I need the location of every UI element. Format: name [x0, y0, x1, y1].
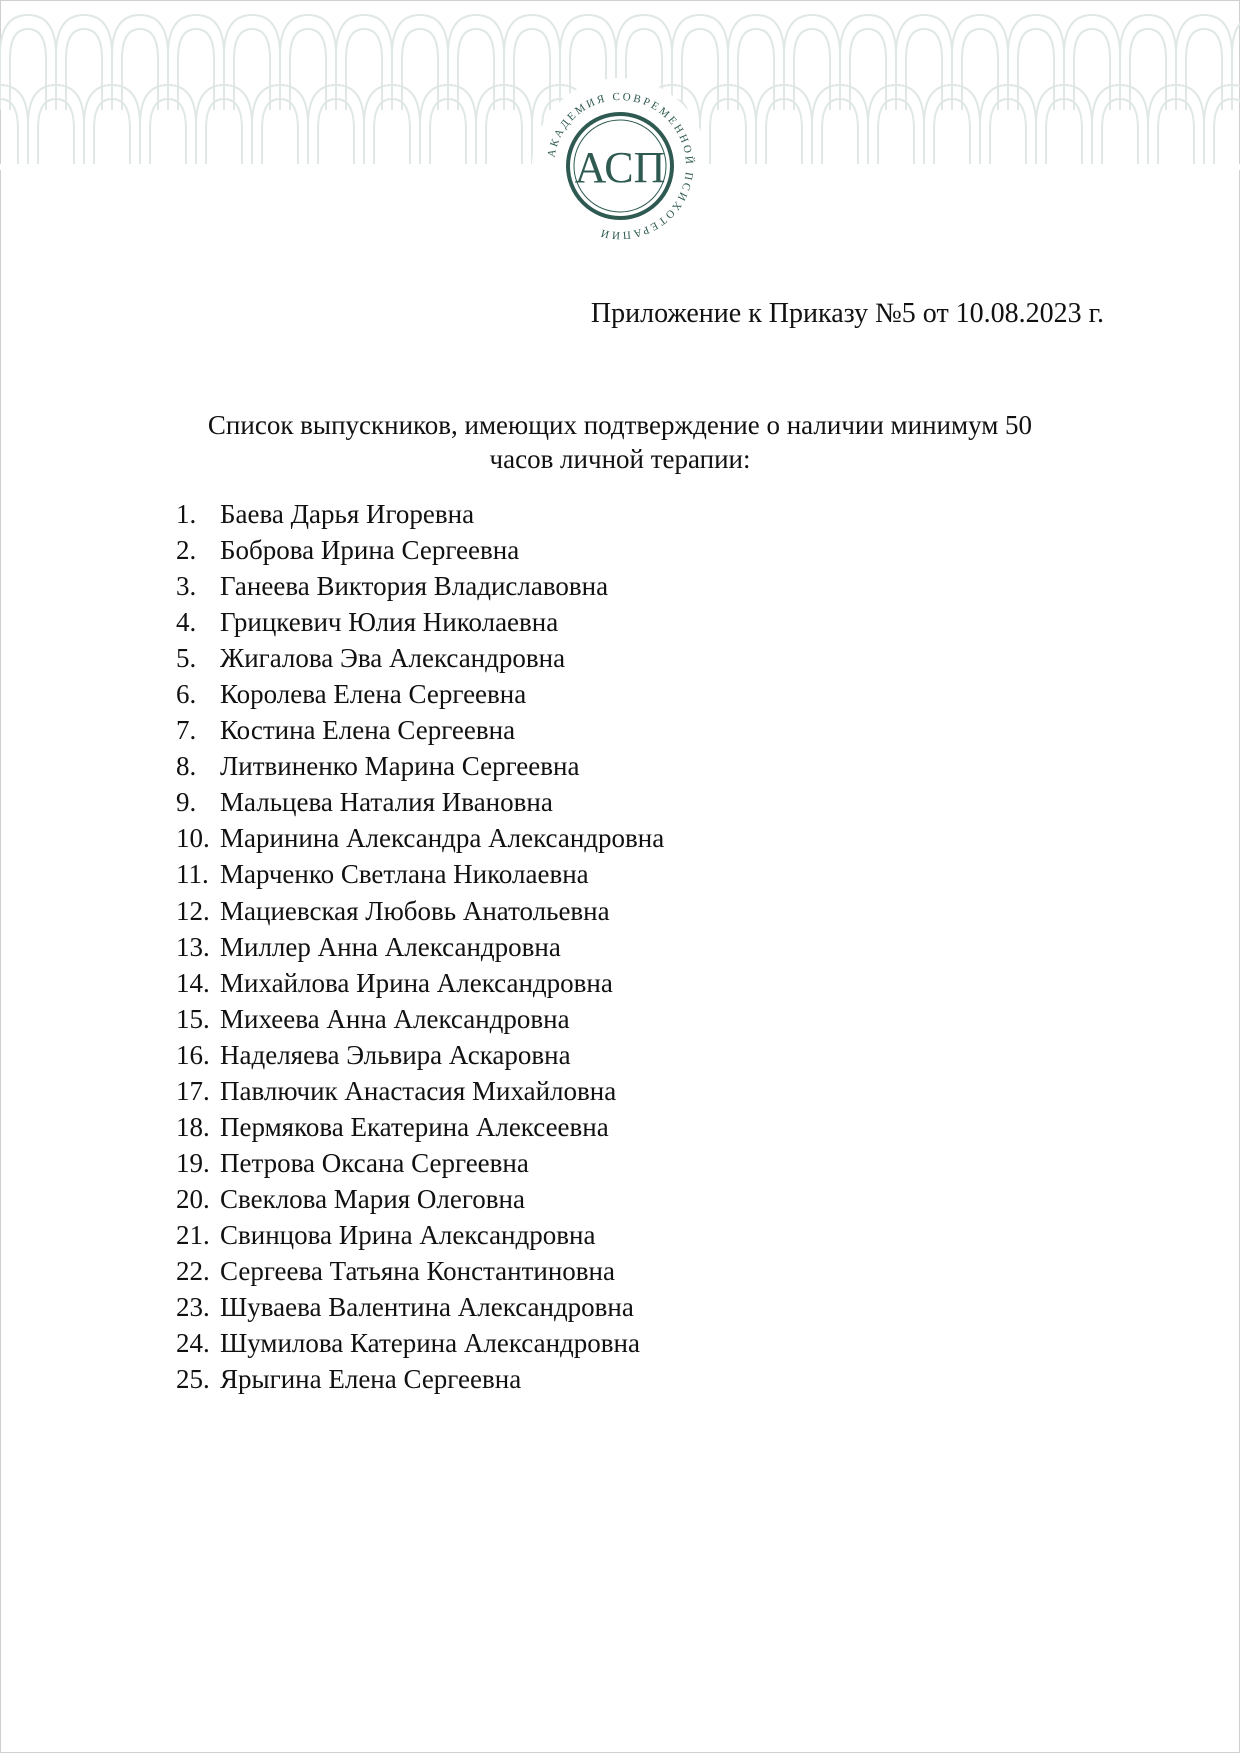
- academy-logo-seal: [530, 76, 710, 256]
- list-item: 15. Михеева Анна Александровна: [176, 1003, 570, 1034]
- list-title-line1: Список выпускников, имеющих подтверждение о наличии минимум 50: [207, 410, 1033, 440]
- list-item: 8. Литвиненко Марина Сергеевна: [176, 751, 580, 782]
- list-item: 23. Шуваева Валентина Александровна: [176, 1292, 634, 1323]
- list-item: 4. Грицкевич Юлия Николаевна: [176, 607, 559, 638]
- list-item: 10. Маринина Александра Александровна: [176, 823, 665, 854]
- list-title: [120, 408, 1120, 476]
- list-item: 1. Баева Дарья Игоревна: [176, 499, 475, 529]
- graduates-list: [176, 496, 664, 1397]
- logo-ring-text: АКАДЕМИЯ СОВРЕМЕННОЙ ПСИХОТЕРАПИИ: [545, 90, 696, 242]
- list-item: 2. Боброва Ирина Сергеевна: [176, 535, 520, 566]
- list-item: 14. Михайлова Ирина Александровна: [176, 967, 613, 998]
- list-item: 19. Петрова Оксана Сергеевна: [176, 1147, 529, 1178]
- logo-monogram: АСП: [574, 143, 666, 192]
- list-item: 6. Королева Елена Сергеевна: [176, 679, 527, 710]
- list-item: 16. Наделяева Эльвира Аскаровна: [176, 1039, 571, 1070]
- list-item: 7. Костина Елена Сергеевна: [176, 715, 516, 746]
- list-item: 22. Сергеева Татьяна Константиновна: [176, 1255, 615, 1286]
- list-item: 9. Мальцева Наталия Ивановна: [176, 787, 553, 818]
- list-item: 11. Марченко Светлана Николаевна: [176, 859, 589, 890]
- list-item: 12. Мациевская Любовь Анатольевна: [176, 895, 610, 926]
- list-item: 5. Жигалова Эва Александровна: [176, 643, 566, 674]
- list-item: 18. Пермякова Екатерина Алексеевна: [176, 1111, 609, 1142]
- appendix-reference: Приложение к Приказу №5 от 10.08.2023 г.: [590, 298, 1104, 329]
- list-item: 13. Миллер Анна Александровна: [176, 931, 561, 962]
- list-item: 3. Ганеева Виктория Владиславовна: [176, 571, 609, 602]
- list-item: 21. Свинцова Ирина Александровна: [176, 1219, 596, 1250]
- list-item: 24. Шумилова Катерина Александровна: [176, 1328, 640, 1359]
- list-item: 25. Ярыгина Елена Сергеевна: [176, 1364, 522, 1395]
- list-title-line2: часов личной терапии:: [489, 444, 751, 474]
- list-item: 17. Павлючик Анастасия Михайловна: [176, 1075, 617, 1106]
- list-item: 20. Свеклова Мария Олеговна: [176, 1183, 525, 1214]
